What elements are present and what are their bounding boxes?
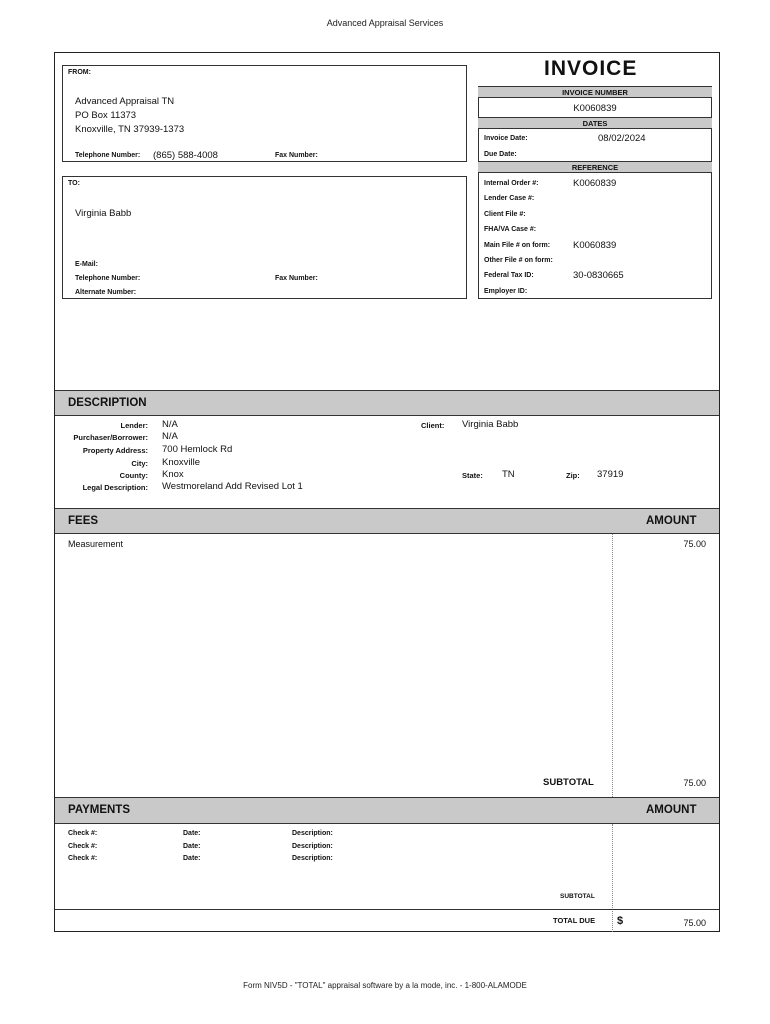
- to-name: Virginia Babb: [75, 208, 132, 219]
- to-alternate-label: Alternate Number:: [75, 289, 137, 296]
- county-label: County:: [119, 471, 148, 480]
- payments-title: PAYMENTS: [68, 804, 130, 816]
- from-address2: Knoxville, TN 37939-1373: [75, 124, 185, 135]
- property-address-label: Property Address:: [82, 446, 148, 455]
- payments-amount-header: AMOUNT: [646, 804, 697, 816]
- invoice-date-label: Invoice Date:: [484, 135, 528, 142]
- payments-amount-divider: [612, 824, 613, 932]
- description-label-2: Description:: [292, 843, 333, 850]
- description-bar: [55, 390, 719, 416]
- reference-label: Other File # on form:: [484, 257, 553, 264]
- fees-subtotal-value: 75.00: [683, 778, 706, 788]
- reference-value: 30-0830665: [573, 270, 624, 282]
- to-label: TO:: [68, 180, 80, 187]
- reference-label: Internal Order #:: [484, 180, 539, 187]
- from-address1: PO Box 11373: [75, 110, 137, 121]
- reference-value: K0060839: [573, 178, 617, 189]
- county-value: Knox: [162, 469, 184, 480]
- invoice-number: K0060839: [573, 103, 617, 114]
- currency-symbol: $: [617, 915, 624, 927]
- total-due-divider: [55, 909, 719, 910]
- total-due-value: 75.00: [683, 918, 706, 928]
- from-fax-label: Fax Number:: [275, 152, 318, 159]
- lender-value: N/A: [162, 419, 178, 430]
- legal-description-label: Legal Description:: [82, 483, 148, 492]
- dates-bar: DATES: [478, 117, 712, 129]
- invoice-title: INVOICE: [544, 57, 638, 80]
- reference-label: Lender Case #:: [484, 195, 535, 203]
- description-label-1: Description:: [292, 830, 333, 837]
- page-header-company: Advanced Appraisal Services: [326, 18, 444, 28]
- to-email-label: E-Mail:: [75, 261, 98, 268]
- client-value: Virginia Babb: [462, 419, 519, 430]
- to-telephone-label: Telephone Number:: [75, 275, 141, 282]
- reference-label: FHA/VA Case #:: [484, 226, 537, 234]
- zip-label: Zip:: [566, 471, 580, 480]
- fees-amount-divider: [612, 534, 613, 797]
- borrower-value: N/A: [162, 431, 178, 442]
- invoice-date: 08/02/2024: [598, 133, 646, 144]
- fees-bar: [55, 508, 719, 534]
- reference-label: Main File # on form:: [484, 241, 551, 249]
- fee-item-name: Measurement: [68, 539, 124, 549]
- to-fax-label: Fax Number:: [275, 275, 318, 282]
- description-label-3: Description:: [292, 855, 333, 862]
- from-label: FROM:: [68, 69, 91, 76]
- fees-subtotal-label: SUBTOTAL: [543, 777, 594, 788]
- due-date-label: Due Date:: [484, 151, 517, 158]
- from-name: Advanced Appraisal TN: [75, 96, 175, 107]
- client-label: Client:: [421, 421, 445, 430]
- total-due-label: TOTAL DUE: [553, 916, 596, 925]
- reference-value: K0060839: [573, 239, 617, 251]
- reference-label: Client File #:: [484, 210, 526, 218]
- payments-bar: [55, 797, 719, 824]
- from-telephone-label: Telephone Number:: [75, 152, 141, 159]
- zip-value: 37919: [597, 469, 624, 480]
- city-label: City:: [131, 459, 148, 468]
- reference-label: Federal Tax ID:: [484, 272, 534, 280]
- fees-amount-header: AMOUNT: [646, 515, 697, 527]
- reference-bar: REFERENCE: [478, 161, 712, 173]
- check-label-1: Check #:: [68, 830, 98, 837]
- invoice-number-bar: INVOICE NUMBER: [478, 86, 712, 98]
- description-title: DESCRIPTION: [68, 397, 147, 409]
- legal-description-value: Westmoreland Add Revised Lot 1: [162, 481, 303, 492]
- fees-title: FEES: [68, 515, 99, 527]
- check-label-2: Check #:: [68, 843, 98, 850]
- page-footer: Form NIV5D - "TOTAL" appraisal software by a la mode, inc. - 1-800-ALAMODE: [243, 981, 527, 990]
- reference-label: Employer ID:: [484, 287, 528, 295]
- city-value: Knoxville: [162, 457, 201, 468]
- payments-subtotal-label: SUBTOTAL: [560, 893, 595, 900]
- from-telephone: (865) 588-4008: [153, 150, 218, 161]
- date-label-1: Date:: [183, 830, 201, 837]
- check-label-3: Check #:: [68, 855, 98, 862]
- state-label: State:: [462, 471, 483, 480]
- lender-label: Lender:: [120, 421, 148, 430]
- fee-item-amount: 75.00: [683, 539, 706, 549]
- borrower-label: Purchaser/Borrower:: [73, 433, 148, 442]
- date-label-3: Date:: [183, 855, 201, 862]
- property-address-value: 700 Hemlock Rd: [162, 444, 233, 455]
- state-value: TN: [502, 469, 515, 480]
- date-label-2: Date:: [183, 843, 201, 850]
